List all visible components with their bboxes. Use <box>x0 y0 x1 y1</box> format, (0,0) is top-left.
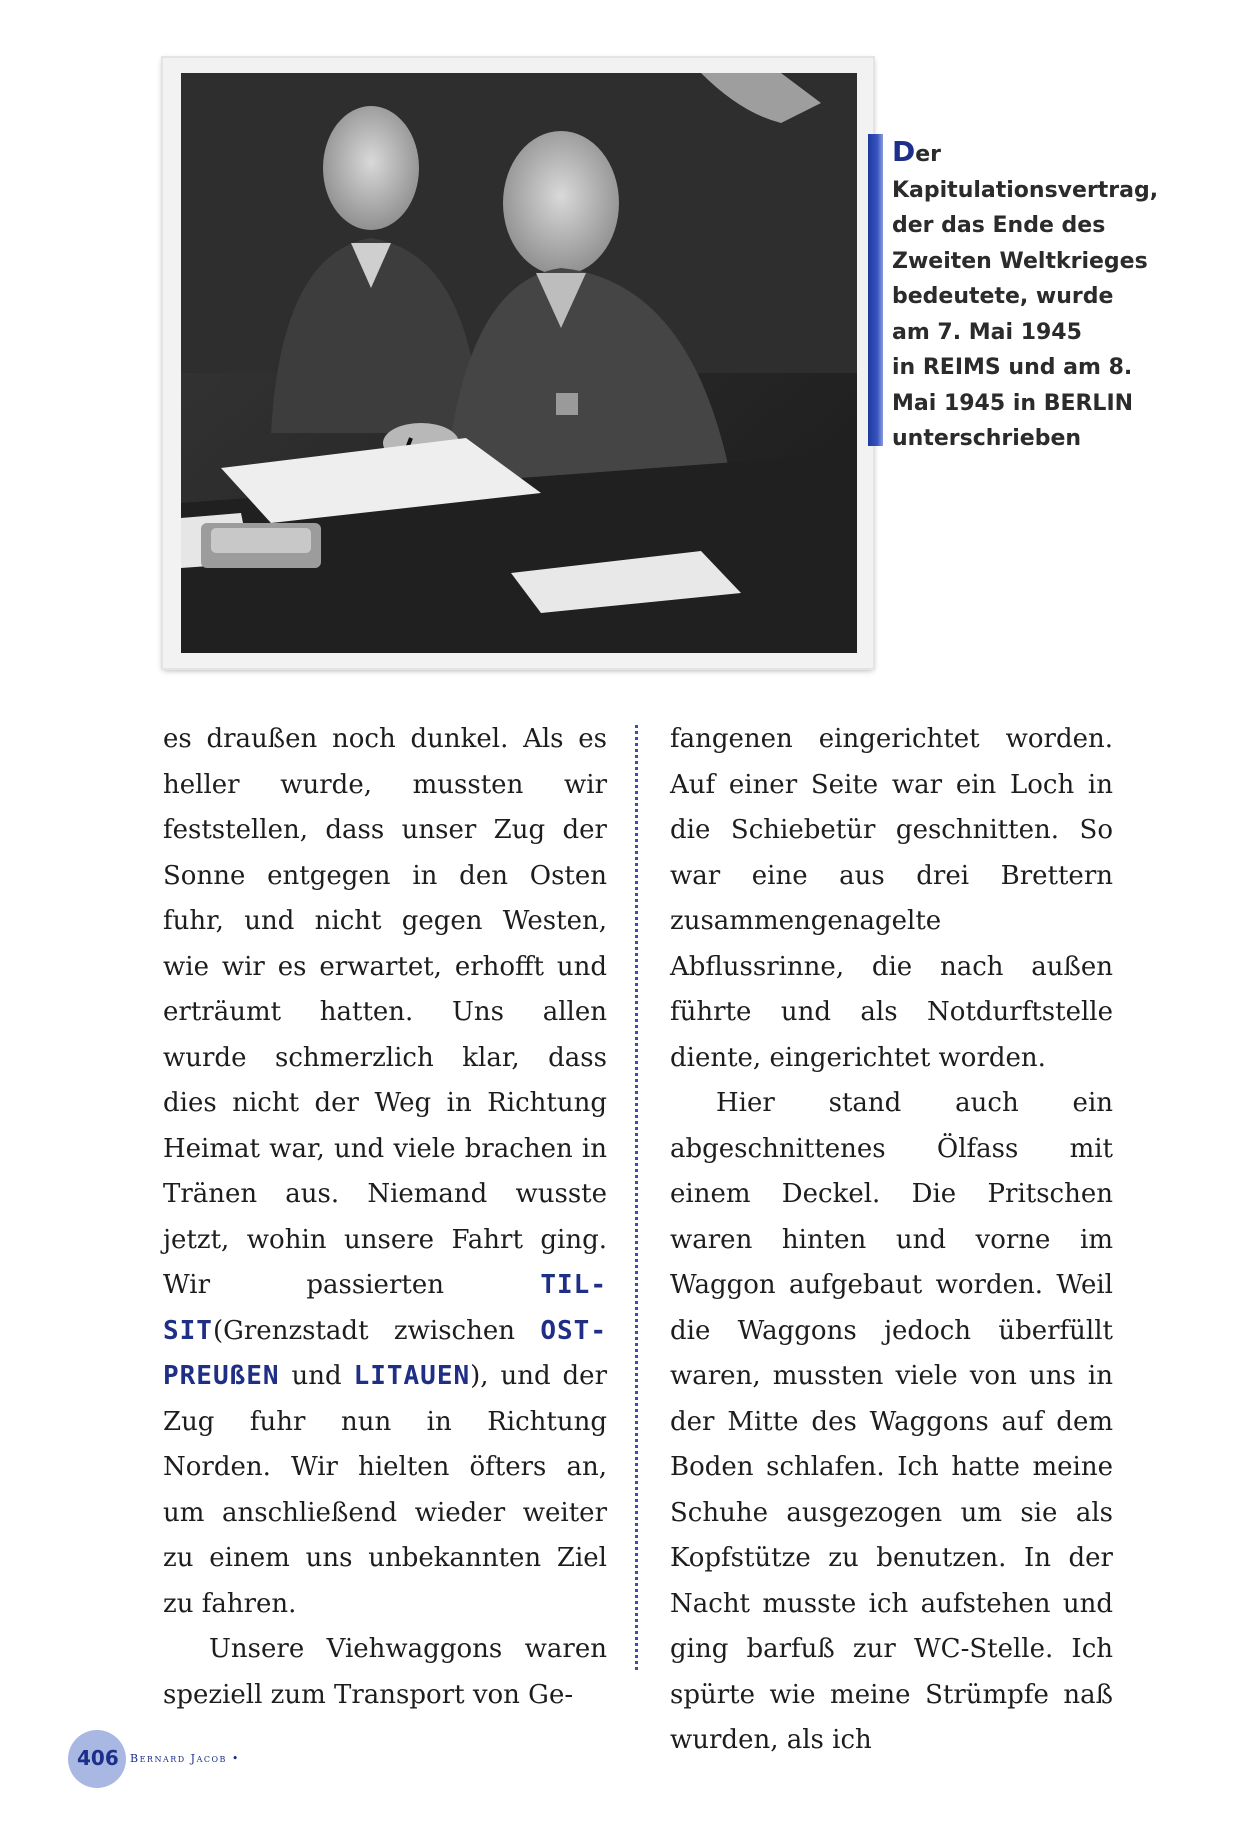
caption-line: Kapitulationsvertrag, <box>892 177 1159 203</box>
author-running-footer: Bernard Jacob • <box>130 1752 240 1765</box>
caption-line: bedeutete, wurde <box>892 284 1114 309</box>
photo-illustration <box>181 73 857 653</box>
caption-line-text: er <box>915 142 942 167</box>
caption-line: am 7. Mai 1945 <box>892 319 1082 345</box>
page-number: 406 <box>77 1746 119 1770</box>
place-name-ostpreussen: OST-PREUßEN <box>163 1315 607 1391</box>
paragraph <box>163 717 607 1627</box>
paragraph-text: es draußen noch dunkel. Als es heller wurde, mussten wir feststellen, dass unser Zug der Sonne entgegen in den Osten fuhr, und nicht gegen Westen, wie wir es erwartet, erhofft und erträumt hatten. Uns allen wurde schmerzlich klar, dass dies nicht der Weg in Richtung Heimat war, und viele brachen in Tränen aus. Niemand wusste jetzt, wohin unsere Fahrt ging. Wir passierten <box>163 724 607 1300</box>
caption-line: der das Ende des <box>892 213 1106 238</box>
photo-caption <box>870 134 1190 457</box>
caption-line <box>892 134 1190 173</box>
caption-dropcap: D <box>892 135 916 168</box>
paragraph: fangenen eingerichtet worden. Auf einer Seite war ein Loch in die Schiebetür geschnitten. So war eine aus drei Brettern zusammengenagelte Abflussrinne, die nach außen führte und als Notdurftstelle diente, eingerichtet worden. <box>670 724 1113 1073</box>
caption-line: unterschrieben <box>892 426 1082 451</box>
photo-frame <box>163 58 873 668</box>
caption-line: Zweiten Weltkrieges <box>892 248 1148 274</box>
paragraph: Hier stand auch ein abgeschnittenes Ölfass mit einem Deckel. Die Pritschen waren hinten und vorne im Waggon aufgebaut worden. Weil die Waggons jedoch überfüllt waren, mussten viele von uns in der Mitte des Waggons auf dem Boden schlafen. Ich hatte meine Schuhe ausgezogen um sie als Kopfstütze zu benutzen. In der Nacht musste ich aufstehen und ging barfuß zur WC-Stelle. Ich spürte wie meine Strümpfe naß wurden, als ich <box>670 1088 1113 1755</box>
left-text-column <box>163 717 607 1718</box>
place-name-litauen: LITAUEN <box>353 1361 471 1391</box>
paragraph: Unsere Viehwaggons waren speziell zum Transport von Ge- <box>163 1634 607 1710</box>
place-name-tilsit: TIL-SIT <box>163 1270 607 1346</box>
caption-line: Mai 1945 in BERLIN <box>892 390 1134 416</box>
paragraph-text: ), und der Zug fuhr nun in Richtung Norden. Wir hielten öfters an, um anschließend wieder weiter zu einem uns unbekannten Ziel zu fahren. <box>163 1361 607 1619</box>
paragraph-text: und <box>279 1361 354 1391</box>
paragraph-text: (Grenzstadt zwischen <box>212 1315 541 1346</box>
column-divider <box>635 725 638 1670</box>
right-text-column <box>670 717 1113 1764</box>
historical-photo <box>181 73 857 653</box>
caption-line: in REIMS und am 8. <box>892 355 1133 380</box>
